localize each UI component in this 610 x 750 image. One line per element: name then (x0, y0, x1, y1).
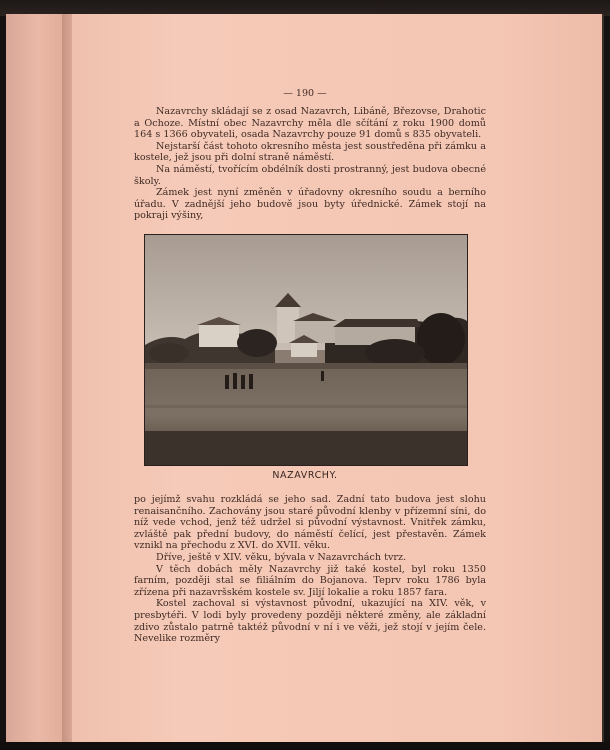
page-number: — 190 — (283, 88, 327, 99)
paragraph-fortress: Dříve, ještě v XIV. věku, bývala v Nazavrchách tvrz. (156, 551, 407, 563)
paragraph-church-history: V těch dobách měly Nazavrchy již také kostel, byl roku 1350 farním, později stal se filiálním do Bojanova. Teprv roku 1786 byla zřízena při nazavršském kostele sv. Jiljí lokalie a roku 1857 fara. (134, 563, 486, 598)
village-photograph (144, 234, 468, 466)
bottom-text-block (134, 494, 486, 645)
paragraph-church-architecture: Kostel zachoval si výstavnost původní, ukazující na XIV. věk, v presbytéři. V lodi byly provedeny později některé změny, ale základní zdivo zůstalo patrně taktéž původní v ní i ve věži, jež stojí v jejím čele. Nevelike rozměry (134, 598, 486, 645)
photo-illustration (145, 235, 467, 465)
paragraph-oldest-part: Nejstarší část tohoto okresního města jest soustředěna při zámku a kostele, jež jsou při dolní straně náměstí. (134, 140, 486, 164)
paragraph-square: Na náměstí, tvořícím obdélník dosti prostranný, jest budova obecné školy. (134, 163, 486, 187)
top-text-block (134, 106, 486, 222)
paragraph-settlements: Nazavrchy skládají se z osad Nazavrch, Libáně, Březovse, Drahotic a Ochoze. Místní obec Nazavrchy měla dle sčítání z roku 1900 domů 164 s 1366 obyvateli, osada Nazavrchy pouze 91 domů s 835 obyvateli. (134, 106, 486, 141)
left-page-edge (6, 14, 65, 742)
photo-caption: NAZAVRCHY. (272, 470, 338, 481)
book-bottom-edge (0, 742, 610, 750)
paragraph-chateau: Zámek jest nyní změněn v úřadovny okresního soudu a berního úřadu. V zadnější jeho budově jsou byty úřednické. Zámek stojí na pokraji výšiny, (134, 187, 486, 222)
paragraph-slope-garden: po jejímž svahu rozkládá se jeho sad. Zadní tato budova jest slohu renaisančního. Zachovány jsou staré původní klenby v přízemní síni, do níž vede vchod, jenž též udržel si původní výstavnost. Vnitřek zámku, zvláště pak přední budovy, do náměstí čelící, jest přestavěn. Zámek vznikl na přechodu z XVI. do XVII. věku. (134, 494, 486, 552)
